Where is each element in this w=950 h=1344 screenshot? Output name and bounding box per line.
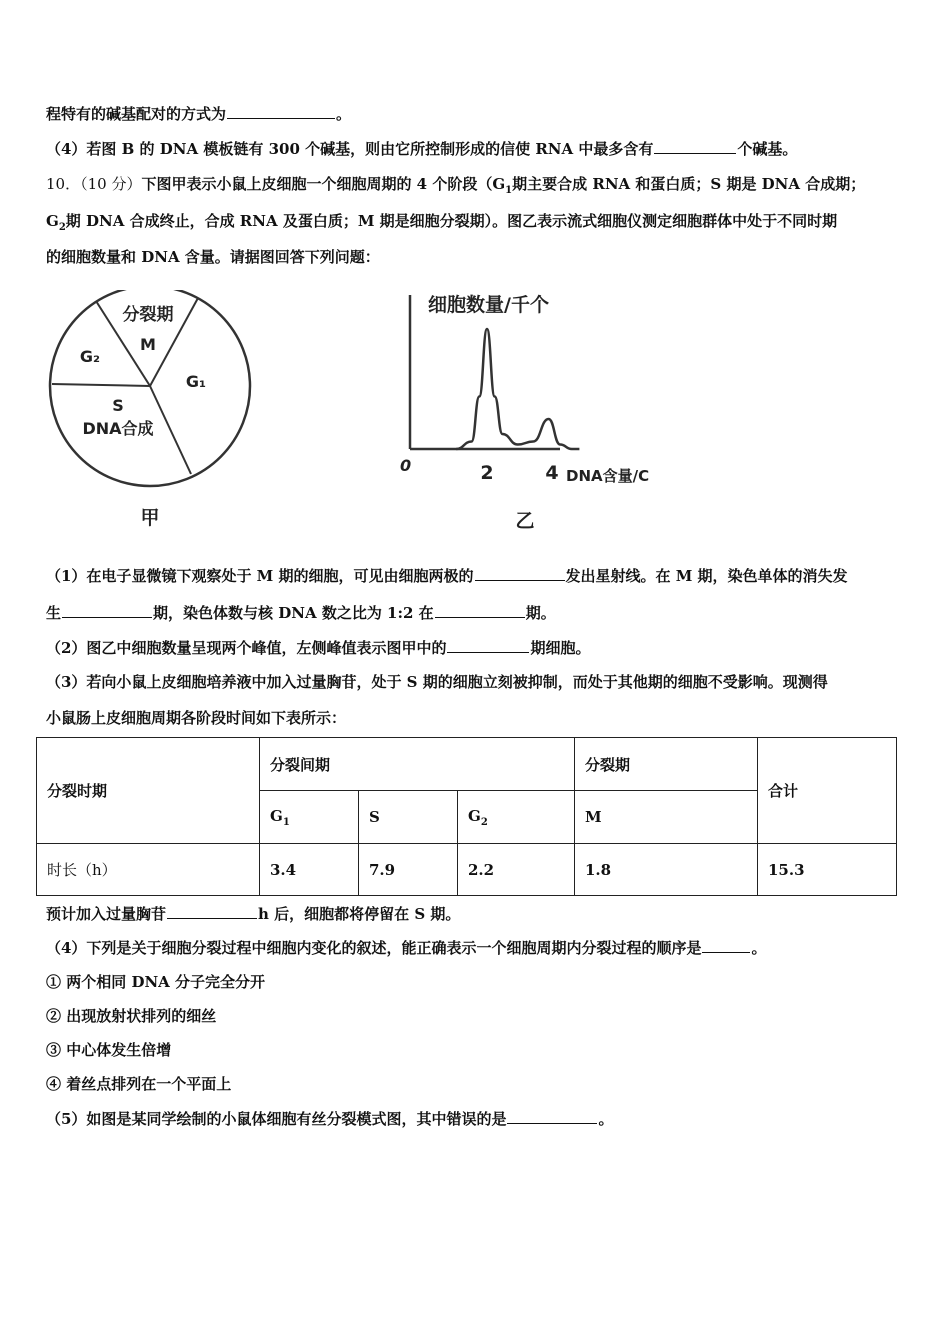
prev-line-1-text: 程特有的碱基配对的方式为 [46,105,227,123]
q5-line [46,1108,613,1129]
q5-text-a: （5）如图是某同学绘制的小鼠体细胞有丝分裂模式图，其中错误的是 [46,1110,507,1128]
table-cell-m: 1.8 [575,844,758,896]
answer-blank[interactable] [447,638,529,653]
q1-text-d: 期，染色体数与核 DNA 数之比为 1:2 在 [153,604,434,622]
q4-line [46,937,766,958]
q1-line-2 [46,602,556,623]
answer-blank[interactable] [475,566,565,581]
label-g2: G₂ [79,347,101,366]
table-row [37,844,897,896]
q3-after-text-a: 预计加入过量胸苷 [46,905,167,923]
table-header-interphase: 分裂间期 [260,738,575,791]
prev-q4-text: （4）若图 B 的 DNA 模板链有 300 个碱基，则由它所控制形成的信使 RNA 中最多含有 [46,140,654,158]
prev-line-1 [46,103,351,124]
answer-blank[interactable] [702,938,750,953]
x-tick-4: 4 [545,462,559,484]
y-axis-label: 细胞数量/千个 [428,294,549,316]
series-line-cell-count [456,329,579,449]
q10-score: （10 分） [80,175,142,193]
cell-cycle-time-table [36,737,897,896]
q10-intro-2b: 期 DNA 合成终止，合成 RNA 及蛋白质；M 期是细胞分裂期）。图乙表示流式细胞仪测定细胞群体中处于不同时期 [65,212,838,230]
table-cell-total: 15.3 [758,844,897,896]
prev-q4-end: 个碱基。 [737,140,798,158]
q4-end: 。 [751,939,767,957]
table-row-label: 时长（h） [37,844,260,896]
divider-g2-s [52,384,150,386]
q2-text-b: 期细胞。 [530,639,591,657]
answer-blank[interactable] [227,104,335,119]
q10-intro-3: 的细胞数量和 DNA 含量。请据图回答下列问题： [46,248,380,266]
q1-text-c: 生 [46,604,62,622]
q1-line-1 [46,565,848,586]
q4-text: （4）下列是关于细胞分裂过程中细胞内变化的叙述，能正确表示一个细胞周期内分裂过程的顺序是 [46,939,702,957]
table-header-m: M [575,791,758,844]
q10-intro-line-1 [46,173,865,196]
g2-letter: G [468,806,481,825]
answer-blank[interactable] [435,603,525,618]
q2-line [46,637,590,658]
q3-text-b: 小鼠肠上皮细胞周期各阶段时间如下表所示： [46,709,347,727]
q10-intro-line-3 [46,246,380,267]
x-tick-2: 2 [480,462,494,484]
option-1: ① 两个相同 DNA 分子完全分开 [46,973,266,991]
label-s: S [112,396,124,415]
answer-blank[interactable] [507,1109,597,1124]
q1-text-e: 期。 [525,604,556,622]
q3-after-line [46,903,460,924]
q1-text-a: （1）在电子显微镜下观察处于 M 期的细胞，可见由细胞两极的 [46,567,474,585]
caption-jia: 甲 [140,507,160,529]
prev-q4-line [46,138,797,159]
divider-s-g1 [150,386,191,474]
label-dna-synthesis: DNA合成 [82,419,154,438]
table-cell-s: 7.9 [359,844,458,896]
q1-text-b: 发出星射线。在 M 期，染色单体的消失发 [565,567,848,585]
table-header-g2 [458,791,575,844]
label-fenlieqi: 分裂期 [122,305,174,325]
table-header-row [37,738,897,791]
table-cell-g2: 2.2 [458,844,575,896]
q3-line-2 [46,707,346,728]
table-header-g1 [260,791,359,844]
label-g1: G₁ [185,372,207,391]
caption-yi: 乙 [515,510,535,532]
q3-text-a: （3）若向小鼠上皮细胞培养液中加入过量胸苷，处于 S 期的细胞立刻被抑制，而处于其他期的细胞不受影响。现测得 [46,673,828,691]
g1-letter: G [270,806,283,825]
q2-text-a: （2）图乙中细胞数量呈现两个峰值，左侧峰值表示图甲中的 [46,639,447,657]
q10-intro-1b: 期主要合成 RNA 和蛋白质；S 期是 DNA 合成期； [512,175,866,193]
table-header-period: 分裂时期 [37,738,260,844]
option-2: ② 出现放射状排列的细丝 [46,1007,217,1025]
table-cell-g1: 3.4 [260,844,359,896]
q3-after-text-b: h 后，细胞都将停留在 S 期。 [258,905,461,923]
table-header-s: S [359,791,458,844]
figure-jia-cell-cycle [46,290,256,530]
x-axis-label: DNA含量/C [566,467,650,485]
q10-sub-2: 2 [58,222,66,233]
option-4: ④ 着丝点排列在一个平面上 [46,1075,232,1093]
q10-intro-2a: G [46,212,59,230]
table-header-total: 合计 [758,738,897,844]
label-m: M [140,335,156,354]
q10-intro-line-2 [46,210,837,233]
answer-blank[interactable] [654,139,736,154]
option-3: ③ 中心体发生倍增 [46,1041,172,1059]
answer-blank[interactable] [62,603,152,618]
answer-blank[interactable] [167,904,257,919]
figure-yi-dna-content [390,285,700,535]
q10-intro-1a: 下图甲表示小鼠上皮细胞一个细胞周期的 4 个阶段（G [141,175,506,193]
q3-line-1 [46,671,828,692]
q10-number: 10． [46,175,81,193]
g1-subscript: 1 [282,816,290,828]
q10-sub-1: 1 [505,185,513,196]
prev-line-1-end: 。 [336,105,352,123]
q5-text-b: 。 [598,1110,614,1128]
origin-label: 0 [400,456,412,475]
g2-subscript: 2 [480,816,488,828]
table-header-mitosis: 分裂期 [575,738,758,791]
